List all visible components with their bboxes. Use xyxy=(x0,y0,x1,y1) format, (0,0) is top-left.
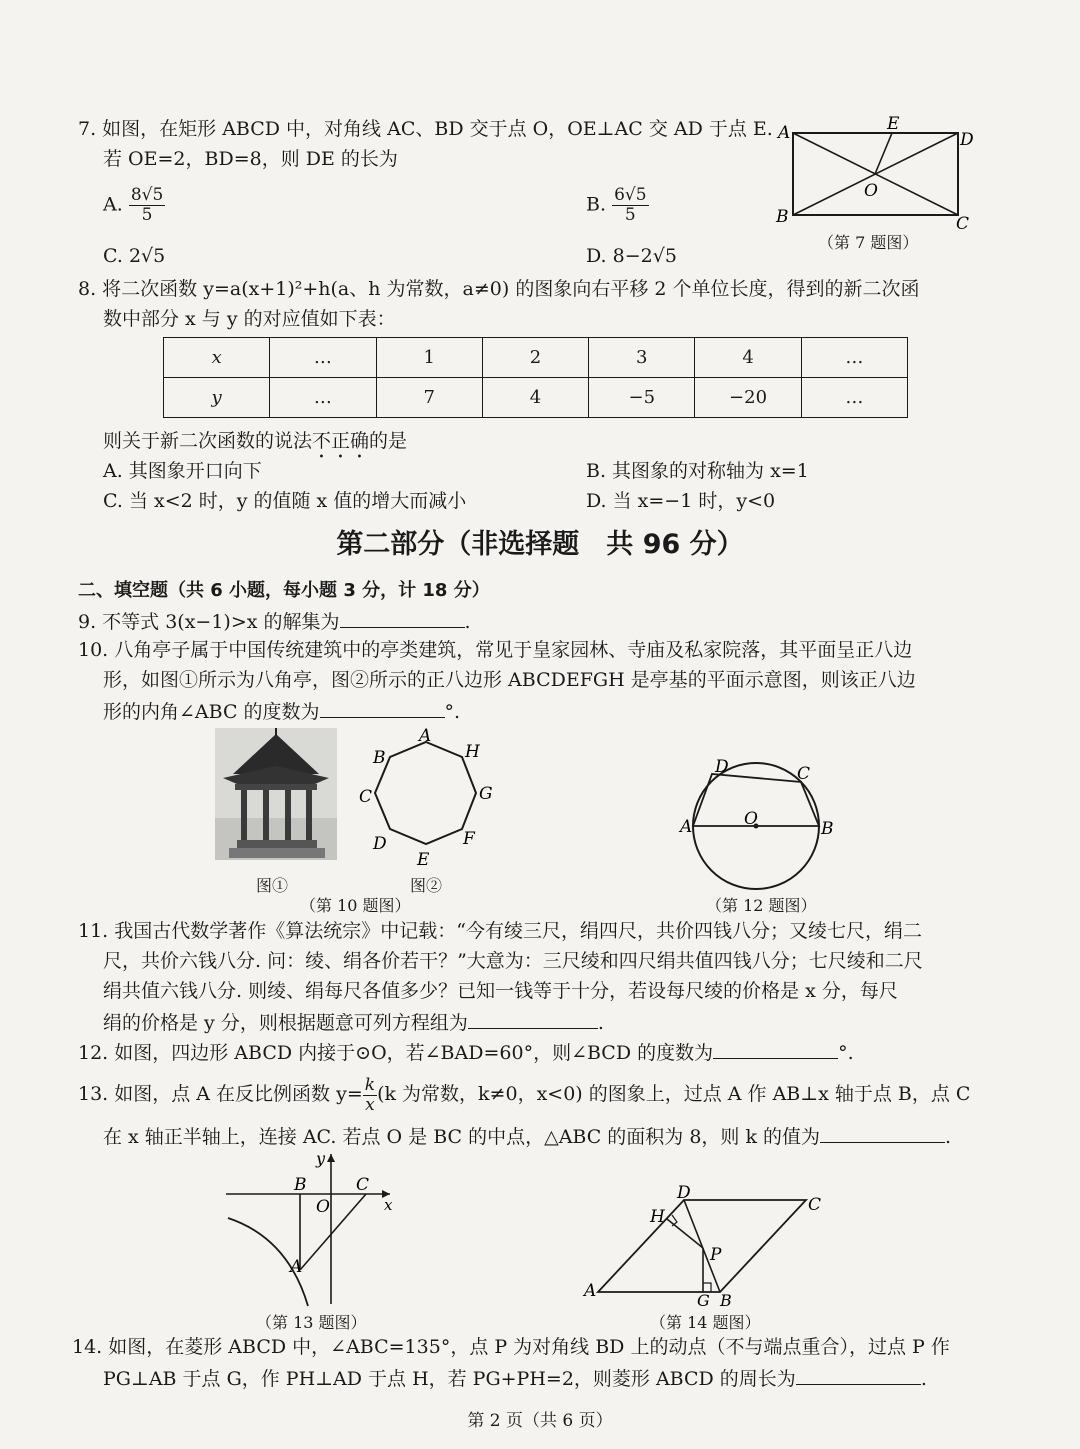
table-cell: 3 xyxy=(589,338,695,378)
table-row xyxy=(164,338,908,378)
q13-caption: （第 13 题图） xyxy=(256,1313,367,1332)
octagon-label-a: A xyxy=(419,726,432,746)
q12-answer-blank[interactable] xyxy=(713,1038,838,1059)
q14-line1: 14. 如图，在菱形 ABCD 中，∠ABC=135°，点 P 为对角线 BD 上的动点（不与端点重合），过点 P 作 xyxy=(72,1336,950,1358)
q14-label-b: B xyxy=(720,1291,732,1307)
q8-option-b: B. 其图象的对称轴为 x=1 xyxy=(586,460,809,482)
q8-option-d: D. 当 x=−1 时，y<0 xyxy=(586,490,776,512)
page-footer: 第 2 页（共 6 页） xyxy=(467,1411,613,1431)
q13-label-x: x xyxy=(384,1196,393,1214)
octagon-label-c: C xyxy=(359,787,373,807)
q11-line4: 绢的价格是 y 分，则根据题意可列方程组为 . xyxy=(103,1008,604,1036)
q14-label-c: C xyxy=(808,1195,822,1215)
q9-answer-blank[interactable] xyxy=(340,607,465,628)
q7-label-e: E xyxy=(887,114,900,134)
table-cell: … xyxy=(801,338,907,378)
q10-answer-blank[interactable] xyxy=(320,697,445,718)
q12-label-d: D xyxy=(715,757,729,777)
q7-label-o: O xyxy=(864,181,878,201)
q12-label-a: A xyxy=(680,817,693,837)
q13-answer-blank[interactable] xyxy=(820,1122,945,1143)
q14-rhombus-figure xyxy=(580,1182,825,1307)
q13-hyperbola-figure xyxy=(218,1148,398,1310)
q13-line2: 在 x 轴正半轴上，连接 AC. 若点 O 是 BC 的中点，△ABC 的面积为 8，则 k 的值为 . xyxy=(103,1122,951,1150)
octagon-figure xyxy=(355,725,495,870)
table-cell: 4 xyxy=(482,378,588,418)
table-cell: 1 xyxy=(376,338,482,378)
q7-label-a: A xyxy=(778,123,791,143)
q13-line1: 13. 如图，点 A 在反比例函数 y= $\frac{k}{x}$ (k 为常数，k≠0，x<0) 的图象上，过点 A 作 AB⊥x 轴于点 B，点 C xyxy=(78,1074,971,1115)
q10-line2: 形，如图①所示为八角亭，图②所示的正八边形 ABCDEFGH 是亭基的平面示意图，则该正八边 xyxy=(103,669,916,691)
q7-line1: 7. 如图，在矩形 ABCD 中，对角线 AC、BD 交于点 O，OE⊥AC 交 AD 于点 E. xyxy=(78,118,773,140)
q14-answer-blank[interactable] xyxy=(796,1364,921,1385)
q7-option-b: B. $\frac{6√5}{5}$ xyxy=(586,185,647,225)
q8-question: 则关于新二次函数的说法不正确的是 xyxy=(103,430,408,452)
q13-label-o: O xyxy=(316,1197,330,1217)
q9-text: 9. 不等式 3(x−1)>x 的解集为 . xyxy=(78,607,471,635)
octagon-label-b: B xyxy=(373,748,386,768)
table-row xyxy=(164,378,908,418)
table-cell: 7 xyxy=(376,378,482,418)
q14-line2: PG⊥AB 于点 G，作 PH⊥AD 于点 H，若 PG+PH=2，则菱形 ABCD 的周长为 . xyxy=(103,1364,927,1392)
octagon-label-g: G xyxy=(479,784,493,804)
fig1-label: 图① xyxy=(256,876,289,895)
q7-label-d: D xyxy=(960,130,974,150)
section-heading: 二、填空题（共 6 小题，每小题 3 分，计 18 分） xyxy=(78,580,490,601)
q12-caption: （第 12 题图） xyxy=(706,896,817,915)
q7-label-b: B xyxy=(776,207,789,227)
q7-rectangle-figure xyxy=(770,110,980,230)
q8-line2: 数中部分 x 与 y 的对应值如下表： xyxy=(103,308,396,330)
q8-option-a: A. 其图象开口向下 xyxy=(103,460,262,482)
emphasis-text: 不正确 xyxy=(312,430,370,452)
octagon-label-d: D xyxy=(373,834,387,854)
q11-line3: 绢共值六钱八分. 则绫、绢每尺各值多少？已知一钱等于十分，若设每尺绫的价格是 x 分，每尺 xyxy=(103,980,898,1002)
q7-caption: （第 7 题图） xyxy=(818,233,919,252)
q7-label-c: C xyxy=(956,214,970,230)
q14-label-a: A xyxy=(584,1281,597,1301)
octagon-label-f: F xyxy=(463,829,475,849)
table-cell: … xyxy=(270,338,376,378)
table-cell: y xyxy=(164,378,270,418)
q14-label-h: H xyxy=(650,1207,665,1227)
octagon-label-h: H xyxy=(465,742,480,762)
q12-label-o: O xyxy=(744,809,758,829)
table-cell: −5 xyxy=(589,378,695,418)
table-cell: … xyxy=(270,378,376,418)
q7-line2: 若 OE=2，BD=8，则 DE 的长为 xyxy=(103,148,398,170)
q10-caption: （第 10 题图） xyxy=(300,896,411,915)
q12-label-b: B xyxy=(821,819,834,839)
q13-label-c: C xyxy=(356,1175,370,1195)
fig2-label: 图② xyxy=(410,876,443,895)
table-cell: … xyxy=(801,378,907,418)
q13-label-b: B xyxy=(294,1175,307,1195)
q14-caption: （第 14 题图） xyxy=(650,1313,761,1332)
q10-line1: 10. 八角亭子属于中国传统建筑中的亭类建筑，常见于皇家园林、寺庙及私家院落，其平面呈正八边 xyxy=(78,639,913,661)
q8-line1: 8. 将二次函数 y=a(x+1)²+h(a、h 为常数，a≠0) 的图象向右平移 2 个单位长度，得到的新二次函 xyxy=(78,278,920,300)
q10-line3: 形的内角∠ABC 的度数为 °. xyxy=(103,697,460,725)
q11-answer-blank[interactable] xyxy=(468,1008,598,1029)
q7-option-d: D. 8−2√5 xyxy=(586,245,677,267)
q8-option-c: C. 当 x<2 时，y 的值随 x 值的增大而减小 xyxy=(103,490,467,512)
q12-circle-figure xyxy=(678,752,838,892)
q14-label-g: G xyxy=(697,1291,710,1307)
q12-text: 12. 如图，四边形 ABCD 内接于⊙O，若∠BAD=60°，则∠BCD 的度数为 °. xyxy=(78,1038,854,1066)
q14-label-p: P xyxy=(710,1245,722,1265)
q7-option-a: A. $\frac{8√5}{5}$ xyxy=(103,185,164,225)
table-cell: 2 xyxy=(482,338,588,378)
pavilion-photo xyxy=(215,728,337,860)
part2-title: 第二部分（非选择题 共 96 分） xyxy=(336,529,744,560)
octagon-label-e: E xyxy=(417,850,430,870)
q12-label-c: C xyxy=(797,764,811,784)
q11-line2: 尺，共价六钱八分. 问：绫、绢各价若干？”大意为：三尺绫和四尺绢共值四钱八分；七尺绫和二尺 xyxy=(103,950,923,972)
q11-line1: 11. 我国古代数学著作《算法统宗》中记载：“今有绫三尺，绢四尺，共价四钱八分；又绫七尺，绢二 xyxy=(78,920,922,942)
table-cell: 4 xyxy=(695,338,801,378)
q13-label-a: A xyxy=(290,1257,303,1277)
table-cell: −20 xyxy=(695,378,801,418)
table-cell: x xyxy=(164,338,270,378)
q7-option-c: C. 2√5 xyxy=(103,245,166,267)
q8-value-table xyxy=(163,337,908,418)
q13-label-y: y xyxy=(316,1149,326,1168)
q14-label-d: D xyxy=(677,1183,691,1203)
